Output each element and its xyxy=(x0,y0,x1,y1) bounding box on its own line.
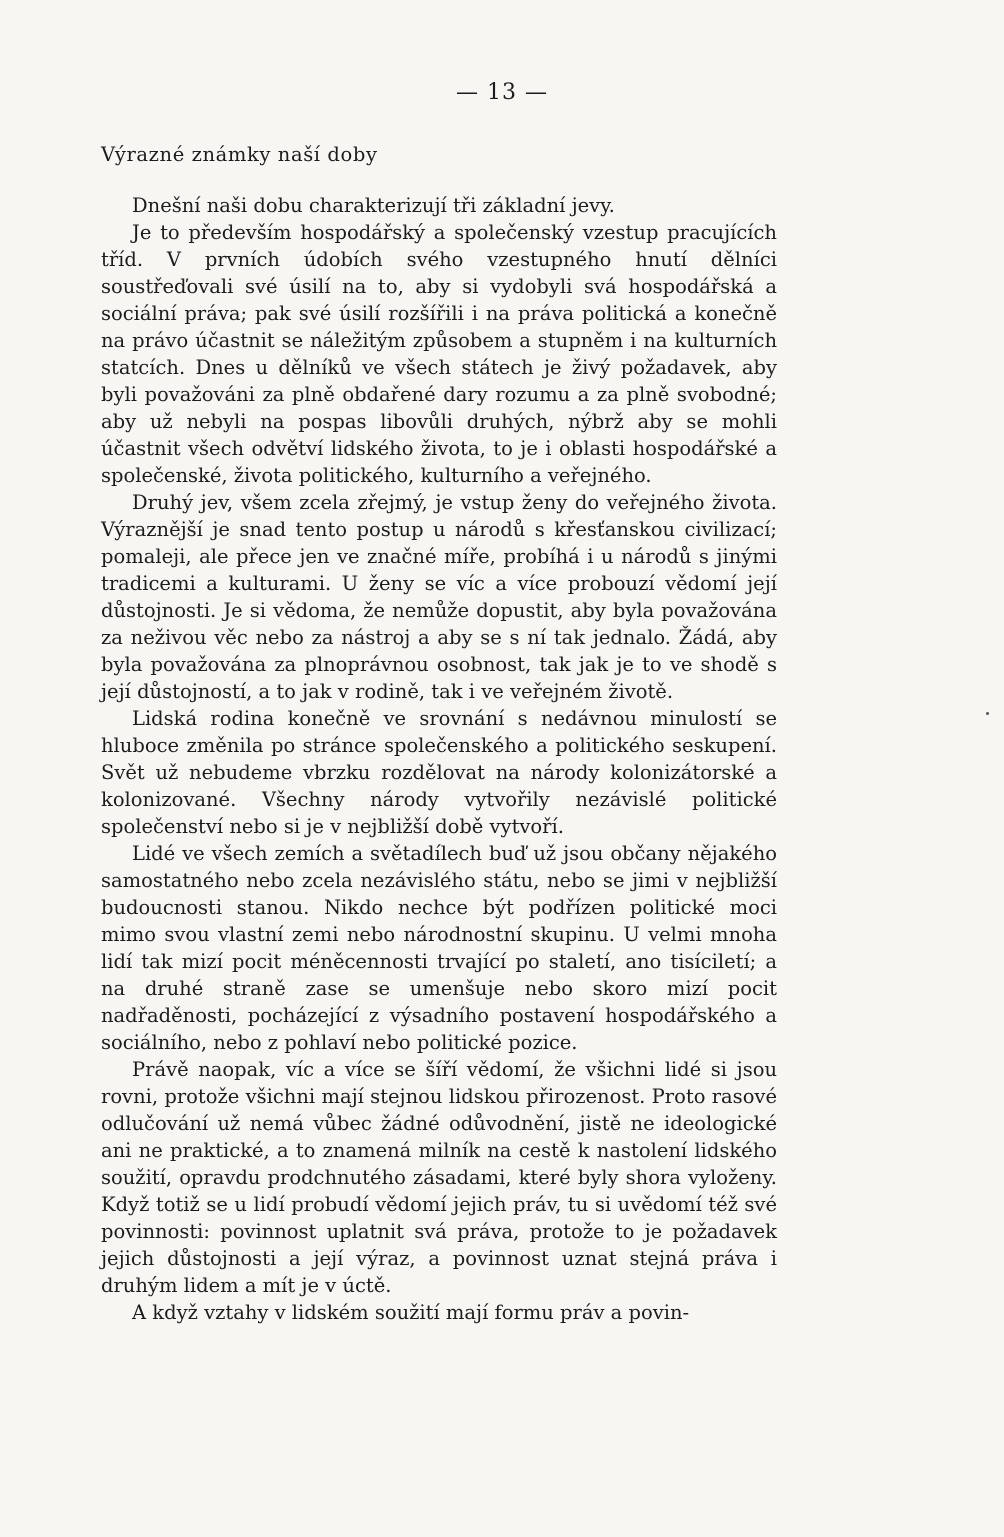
section-heading: Výrazné známky naší doby xyxy=(101,143,378,166)
text-body xyxy=(101,140,777,1326)
paragraph: Druhý jev, všem zcela zřejmý, je vstup ženy do veřejného života. Výraznější je snad tento postup u národů s křesťanskou civilizací; pomaleji, ale přece jen ve značné míře, probíhá i u národů s jinými tradicemi a kulturami. U ženy se víc a více probouzí vědomí její důstojnosti. Je si vědoma, že nemůže dopustit, aby byla považována za neživou věc nebo za nástroj a aby se s ní tak jednalo. Žádá, aby byla považována za plnoprávnou osobnost, tak jak je to ve shodě s její důstojností, a to jak v rodině, tak i ve veřejném životě. xyxy=(101,491,777,703)
paragraph: Lidská rodina konečně ve srovnání s nedávnou minulostí se hluboce změnila po stránce společenského a politického seskupení. Svět už nebudeme vbrzku rozdělovat na národy kolonizátorské a kolonizované. Všechny národy vytvořily nezávislé politické společenství nebo si je v nejbližší době vytvoří. xyxy=(101,707,777,838)
page-number: — 13 — xyxy=(456,80,548,105)
paragraph: Dnešní naši dobu charakterizují tři základní jevy. xyxy=(132,194,615,217)
paragraph: Je to především hospodářský a společenský vzestup pracujících tříd. V prvních údobích svého vzestupného hnutí dělníci soustřeďovali své úsilí na to, aby si vydobyli svá hospodářská a sociální práva; pak své úsilí rozšířili i na práva politická a konečně na právo účastnit se náležitým způsobem a stupněm i na kulturních statcích. Dnes u dělníků ve všech státech je živý požadavek, aby byli považováni za plně obdařené dary rozumu a za plně svobodné; aby už nebyli na pospas libovůli druhých, nýbrž aby se mohli účastnit všech odvětví lidského života, to je i oblasti hospodářské a společenské, života politického, kulturního a veřejného. xyxy=(101,221,777,487)
scan-speck xyxy=(986,712,989,715)
paragraph: Právě naopak, víc a více se šíří vědomí, že všichni lidé si jsou rovni, protože všichni mají stejnou lidskou přirozenost. Proto rasové odlučování už nemá vůbec žádné odůvodnění, jistě ne ideologické ani ne praktické, a to znamená milník na cestě k nastolení lidského soužití, opravdu prodchnutého zásadami, které byly shora vyloženy. Když totiž se u lidí probudí vědomí jejich práv, tu si uvědomí též své povinnosti: povinnost uplatnit svá práva, protože to je požadavek jejich důstojnosti a její výraz, a povinnost uznat stejná práva i druhým lidem a mít je v úctě. xyxy=(101,1058,777,1297)
paragraph: A když vztahy v lidském soužití mají formu práv a povin- xyxy=(132,1301,690,1324)
paragraph: Lidé ve všech zemích a světadílech buď už jsou občany nějakého samostatného nebo zcela nezávislého státu, nebo se jimi v nejbližší budoucnosti stanou. Nikdo nechce být podřízen politické moci mimo svou vlastní zemi nebo národnostní skupinu. U velmi mnoha lidí tak mizí pocit méněcennosti trvající po staletí, ano tisíciletí; a na druhé straně zase se umenšuje nebo skoro mizí pocit nadřaděnosti, pocházející z výsadního postavení hospodářského a sociálního, nebo z pohlaví nebo politické pozice. xyxy=(101,842,777,1054)
